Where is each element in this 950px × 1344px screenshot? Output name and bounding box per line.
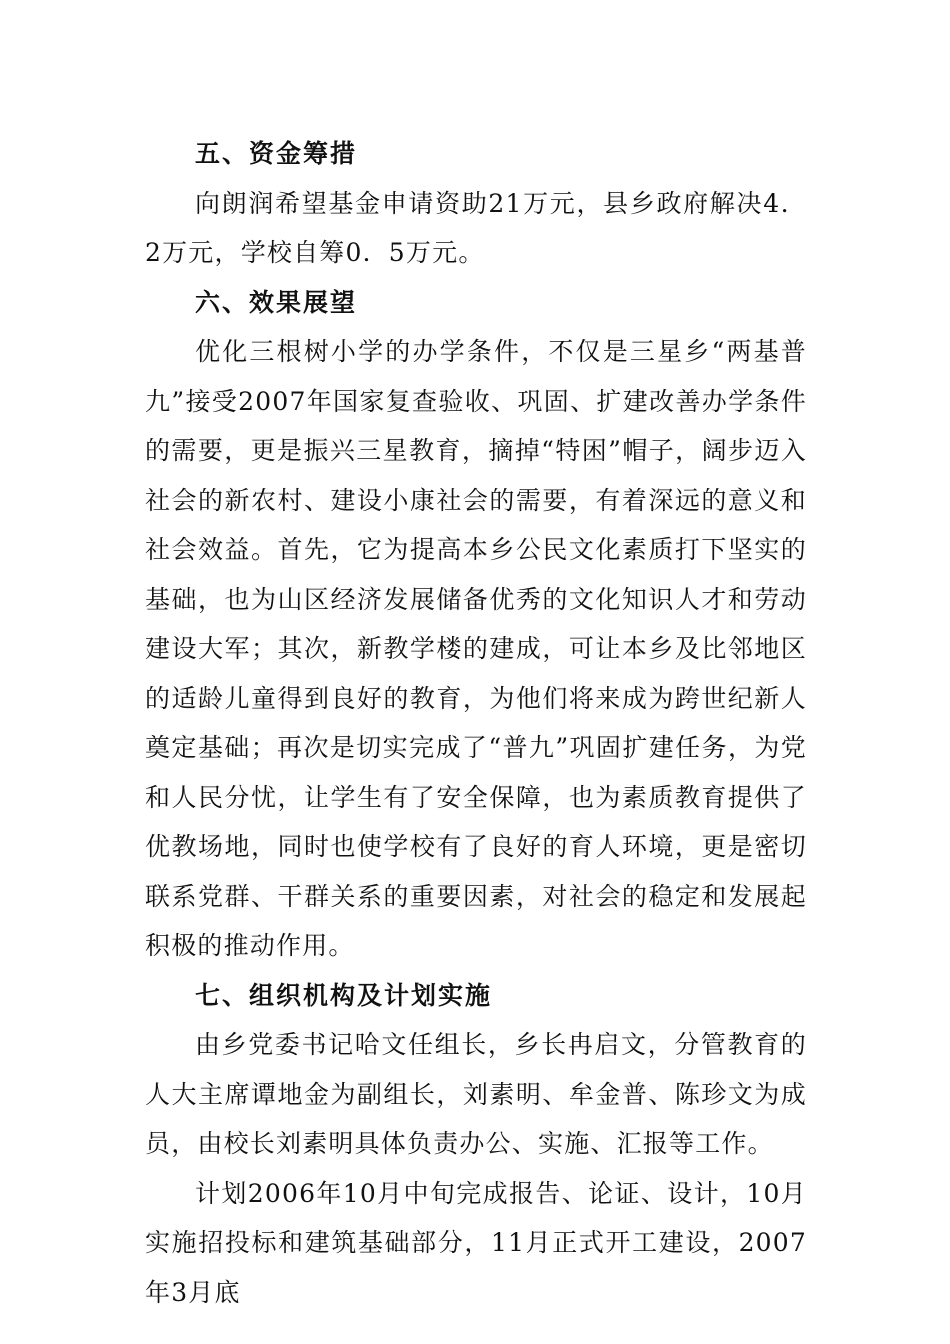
section-heading-outlook: 六、效果展望 <box>195 287 358 317</box>
paragraph-funding: 向朗润希望基金申请资助21万元，县乡政府解决4．2万元，学校自筹0．5万元。 <box>145 188 807 267</box>
section-heading-funding: 五、资金筹措 <box>195 139 358 168</box>
document-body <box>145 129 807 1317</box>
paragraph-organization: 由乡党委书记哈文任组长，乡长冉启文，分管教育的人大主席谭地金为副组长，刘素明、牟金普、陈珍文为成员，由校长刘素明具体负责办公、实施、汇报等工作。 <box>145 1030 807 1158</box>
paragraph-plan: 计划2006年10月中旬完成报告、论证、设计，10月实施招投标和建筑基础部分，11月正式开工建设，2007年3月底 <box>145 1178 807 1307</box>
section-heading-organization: 七、组织机构及计划实施 <box>195 980 493 1010</box>
paragraph-outlook: 优化三根树小学的办学条件，不仅是三星乡“两基普九”接受2007年国家复查验收、巩固、扩建改善办学条件的需要，更是振兴三星教育，摘掉“特困”帽子，阔步迈入社会的新农村、建设小康社会的需要，有着深远的意义和社会效益。首先，它为提高本乡公民文化素质打下坚实的基础，也为山区经济发展储备优秀的文化知识人才和劳动建设大军；其次，新教学楼的建成，可让本乡及比邻地区的适龄儿童得到良好的教育，为他们将来成为跨世纪新人奠定基础；再次是切实完成了“普九”巩固扩建任务，为党和人民分忧，让学生有了安全保障，也为素质教育提供了优教场地，同时也使学校有了良好的育人环境，更是密切联系党群、干群关系的重要因素，对社会的稳定和发展起积极的推动作用。 <box>145 337 807 960</box>
